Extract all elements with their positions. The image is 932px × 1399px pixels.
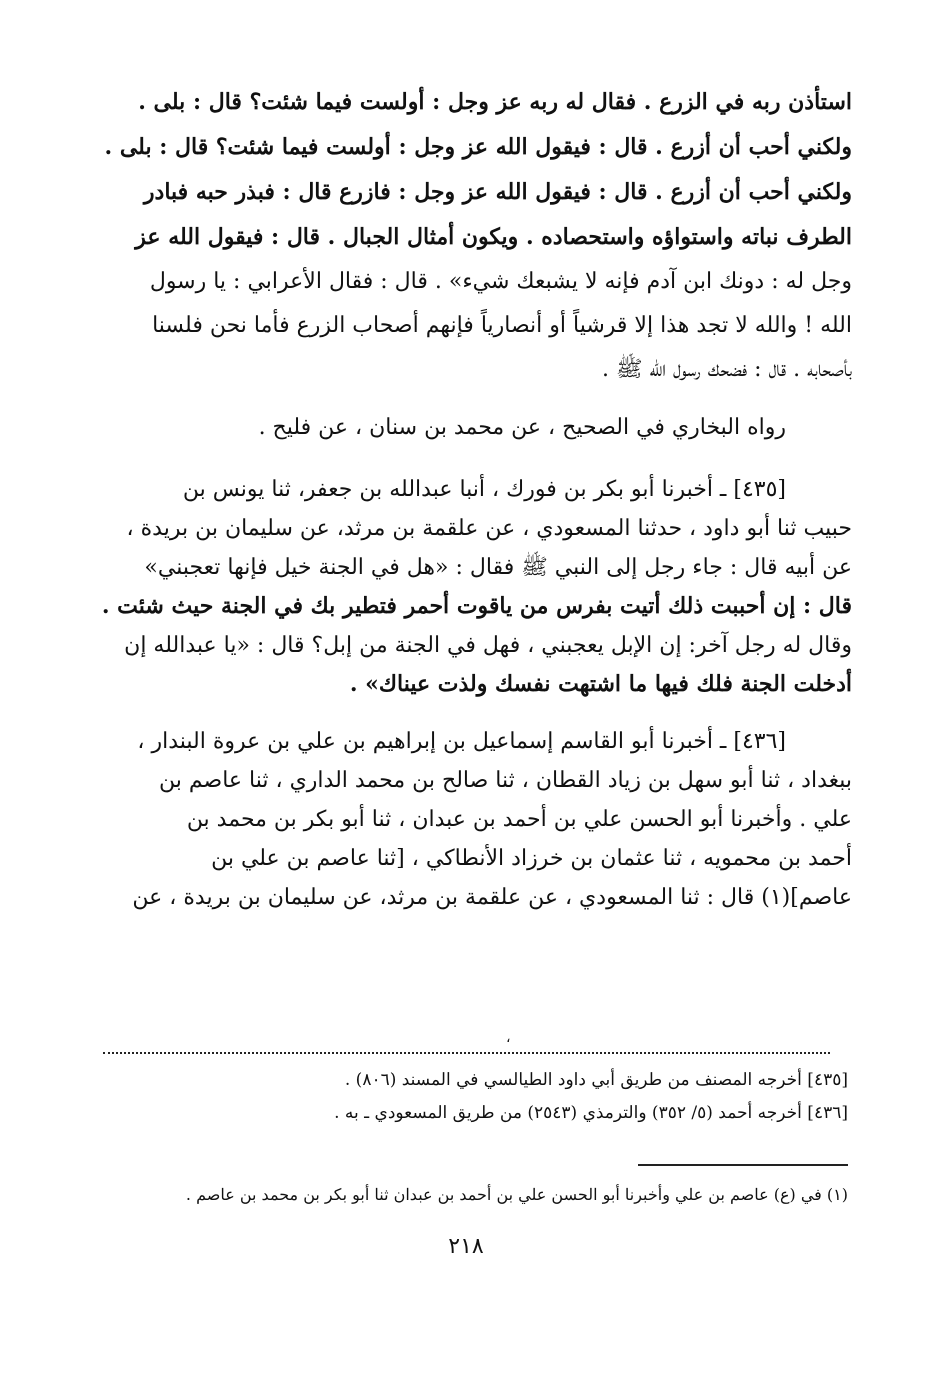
text-line: الله ! والله لا تجد هذا إلا قرشياً أو أنصارياً فإنهم أصحاب الزرع فأما نحن فلسنا [152, 313, 852, 338]
text-line: الطرف نباته واستواؤه واستحصاده . ويكون أمثال الجبال . قال : فيقول الله عز [135, 224, 852, 250]
page-number: ٢١٨ [448, 1234, 484, 1259]
hadith-436 [60, 722, 852, 917]
editor-note: (١) في (ع) عاصم بن علي وأخبرنا أبو الحسن علي بن أحمد بن عبدان ثنا أبو بكر بن محمد بن عاصم . [185, 1185, 848, 1204]
text-line: بأصحابه . قال : فضحك رسول الله ﷺ . [601, 357, 852, 382]
hadith-435 [60, 470, 852, 704]
paragraph-hadith-continuation [60, 80, 852, 392]
text-line: أدخلت الجنة فلك فيها ما اشتهت نفسك ولذت عيناك» . [349, 671, 852, 697]
footnotes [88, 1064, 848, 1130]
text-line: ولكني أحب أن أزرع . قال : فيقول الله عز وجل : أولست فيما شئت؟ قال : بلى . [104, 134, 852, 160]
stray-mark: ، [506, 1030, 511, 1046]
text-line: قال : إن أحببت ذلك أتيت بفرس من ياقوت أحمر فتطير بك في الجنة حيث شئت . [101, 593, 852, 619]
text-line: عن أبيه قال : جاء رجل إلى النبي ﷺ فقال : «هل في الجنة خيل فإنها تعجبني» [144, 555, 852, 580]
source-attribution: رواه البخاري في الصحيح ، عن محمد بن سنان ، عن فليح . [258, 415, 786, 440]
footnote-separator-dotted [103, 1052, 830, 1054]
text-line: علي . وأخبرنا أبو الحسن علي بن أحمد بن عبدان ، ثنا أبو بكر بن محمد بن [186, 807, 852, 832]
text-line: حبيب ثنا أبو داود ، حدثنا المسعودي ، عن علقمة بن مرثد، عن سليمان بن بريدة ، [126, 516, 852, 541]
text-line: أحمد بن محمويه ، ثنا عثمان بن خرزاد الأنطاكي ، [ثنا عاصم بن علي بن [211, 846, 852, 871]
text-line: عاصم](١) قال : ثنا المسعودي ، عن علقمة بن مرثد، عن سليمان بن بريدة ، عن [132, 885, 852, 910]
note-separator [638, 1164, 848, 1166]
footnote-436: [٤٣٦] أخرجه أحمد (٥/ ٣٥٢) والترمذي (٢٥٤٣) من طريق المسعودي ـ به . [334, 1103, 848, 1123]
text-line: وجل له : دونك ابن آدم فإنه لا يشبعك شيء» . قال : فقال الأعرابي : يا رسول [149, 269, 852, 294]
text-line: وقال له رجل آخر: إن الإبل يعجبني ، فهل في الجنة من إبل؟ قال : «يا عبدالله إن [124, 633, 852, 658]
hadith-heading-line: [٤٣٦] ـ أخبرنا أبو القاسم إسماعيل بن إبراهيم بن علي بن عروة البندار ، [137, 729, 786, 754]
footnote-435: [٤٣٥] أخرجه المصنف من طريق أبي داود الطيالسي في المسند (٨٠٦) . [344, 1070, 848, 1090]
text-line: استأذن ربه في الزرع . فقال له ربه عز وجل : أولست فيما شئت؟ قال : بلى . [138, 89, 852, 115]
text-line: ولكني أحب أن أزرع . قال : فيقول الله عز وجل : فازرع قال : فبذر حبه فبادر [143, 179, 852, 205]
hadith-heading-line: [٤٣٥] ـ أخبرنا أبو بكر بن فورك ، أنبا عبدالله بن جعفر، ثنا يونس بن [182, 477, 786, 502]
text-line: ببغداد ، ثنا أبو سهل بن زياد القطان ، ثنا صالح بن محمد الداري ، ثنا عاصم بن [159, 768, 852, 793]
